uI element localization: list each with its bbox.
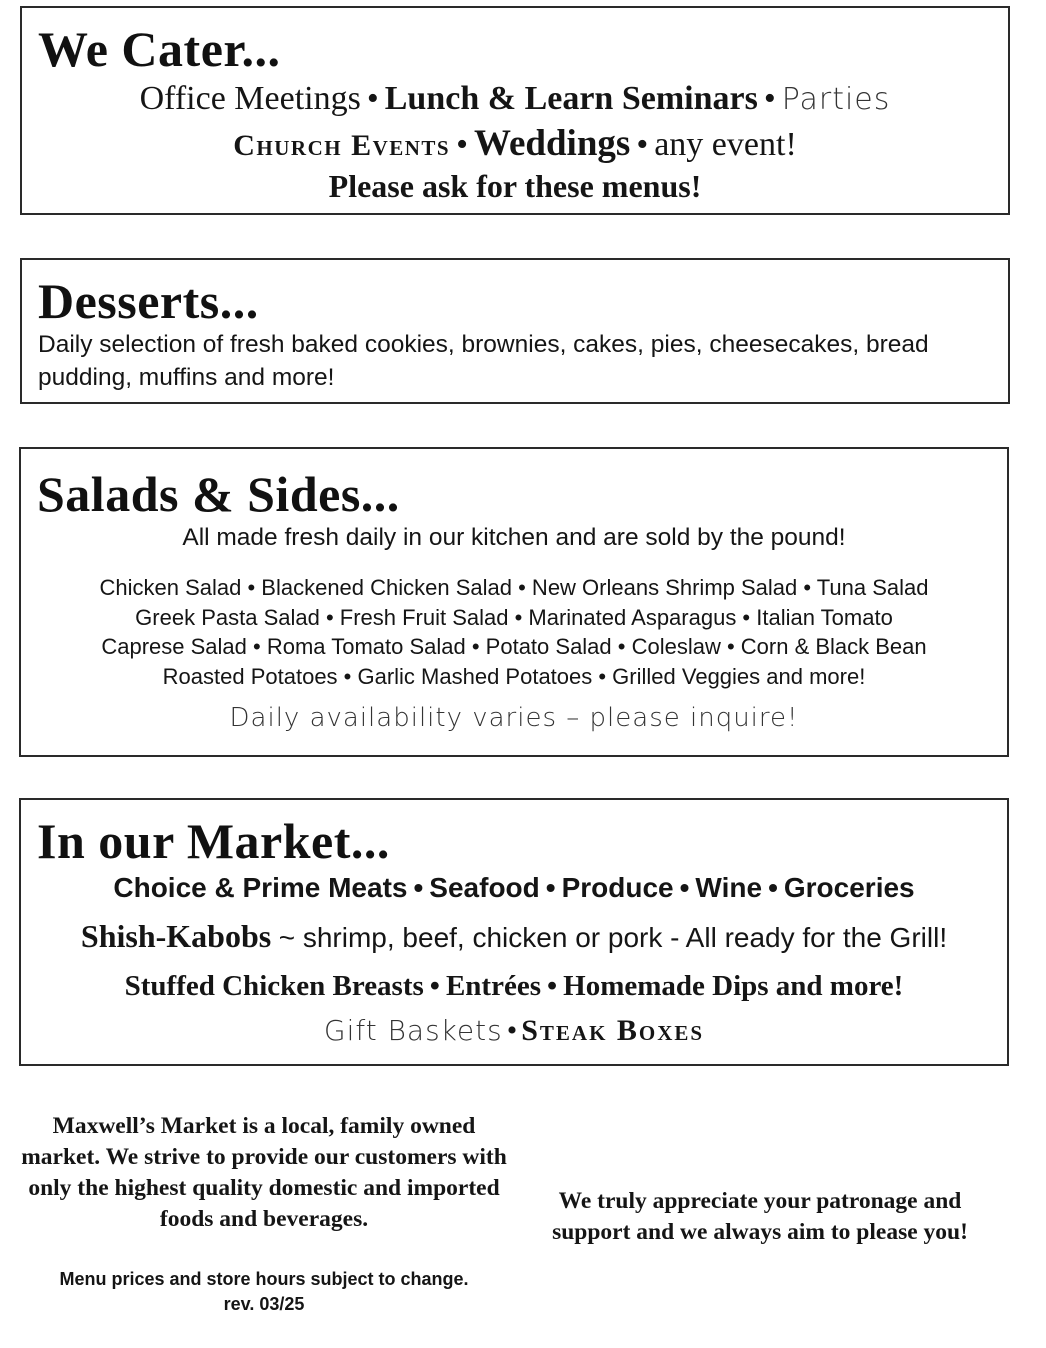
- market-line-3: [21, 970, 1007, 1003]
- market-line-4: [21, 1014, 1007, 1048]
- salads-item-line: Caprese Salad • Roma Tomato Salad • Potato Salad • Coleslaw • Corn & Black Bean: [101, 634, 927, 659]
- catering-section: [20, 6, 1010, 215]
- market-meats: Choice & Prime Meats: [113, 872, 408, 903]
- market-gift-baskets: Gift Baskets: [323, 1014, 503, 1047]
- market-heading: In our Market...: [37, 813, 390, 869]
- market-groceries: Groceries: [783, 872, 915, 903]
- footer-notice-text: Menu prices and store hours subject to change.: [59, 1269, 469, 1289]
- bullet: •: [456, 126, 469, 163]
- desserts-heading: Desserts...: [38, 273, 259, 329]
- salads-heading: Salads & Sides...: [37, 466, 400, 522]
- market-produce: Produce: [561, 872, 674, 903]
- desserts-description: Daily selection of fresh baked cookies, brownies, cakes, pies, cheesecakes, bread pudding, muffins and more!: [38, 331, 929, 391]
- salads-item-list: [21, 573, 1007, 691]
- market-steak-boxes: Steak Boxes: [521, 1014, 705, 1047]
- catering-weddings: Weddings: [474, 123, 631, 164]
- catering-ask-menus: Please ask for these menus!: [328, 168, 702, 204]
- catering-any-event: any event!: [654, 126, 797, 163]
- bullet: •: [546, 970, 558, 1002]
- market-entrees: Entrées: [445, 970, 541, 1002]
- catering-church-events: Church Events: [233, 129, 451, 162]
- market-kabob-title: Shish-Kabobs: [80, 918, 272, 954]
- market-line-1: [21, 872, 1007, 904]
- salads-intro: All made fresh daily in our kitchen and are sold by the pound!: [182, 524, 846, 551]
- salads-section: [19, 447, 1009, 757]
- market-seafood: Seafood: [429, 872, 540, 903]
- bullet: •: [413, 872, 424, 903]
- market-section: [19, 798, 1009, 1066]
- catering-heading: We Cater...: [38, 21, 281, 77]
- bullet: •: [545, 872, 556, 903]
- market-dips: Homemade Dips and more!: [563, 970, 904, 1002]
- catering-office-meetings: Office Meetings: [139, 80, 361, 117]
- market-kabob-line: [21, 918, 1007, 955]
- catering-lunch-learn: Lunch & Learn Seminars: [384, 80, 758, 117]
- catering-line-2: [22, 122, 1008, 165]
- market-stuffed-chicken: Stuffed Chicken Breasts: [124, 970, 424, 1002]
- desserts-section: [20, 258, 1010, 404]
- salads-item-line: Roasted Potatoes • Garlic Mashed Potatoes • Grilled Veggies and more!: [162, 663, 866, 689]
- bullet: •: [506, 1014, 518, 1047]
- salads-item-line: Greek Pasta Salad • Fresh Fruit Salad • Marinated Asparagus • Italian Tomato: [135, 604, 893, 630]
- salads-item-line: Chicken Salad • Blackened Chicken Salad • New Orleans Shrimp Salad • Tuna Salad: [99, 575, 929, 600]
- bullet: •: [636, 126, 649, 163]
- bullet: •: [429, 970, 440, 1002]
- footer-notice: [18, 1267, 510, 1317]
- bullet: •: [366, 80, 379, 117]
- footer-about: Maxwell’s Market is a local, family owned market. We strive to provide our customers with only the highest quality domestic and imported foods and beverages.: [21, 1113, 507, 1232]
- bullet: •: [763, 80, 776, 117]
- market-wine: Wine: [695, 872, 763, 903]
- catering-line-1: [22, 80, 1008, 118]
- bullet: •: [679, 872, 690, 903]
- market-kabob-description: ~ shrimp, beef, chicken or pork - All ready for the Grill!: [278, 922, 948, 953]
- footer-thanks: We truly appreciate your patronage and support and we always aim to please you!: [552, 1188, 968, 1245]
- catering-parties: Parties: [781, 82, 891, 117]
- bullet: •: [768, 872, 778, 903]
- salads-availability-note: Daily availability varies – please inquire!: [229, 703, 799, 733]
- footer-revision: rev. 03/25: [223, 1294, 305, 1314]
